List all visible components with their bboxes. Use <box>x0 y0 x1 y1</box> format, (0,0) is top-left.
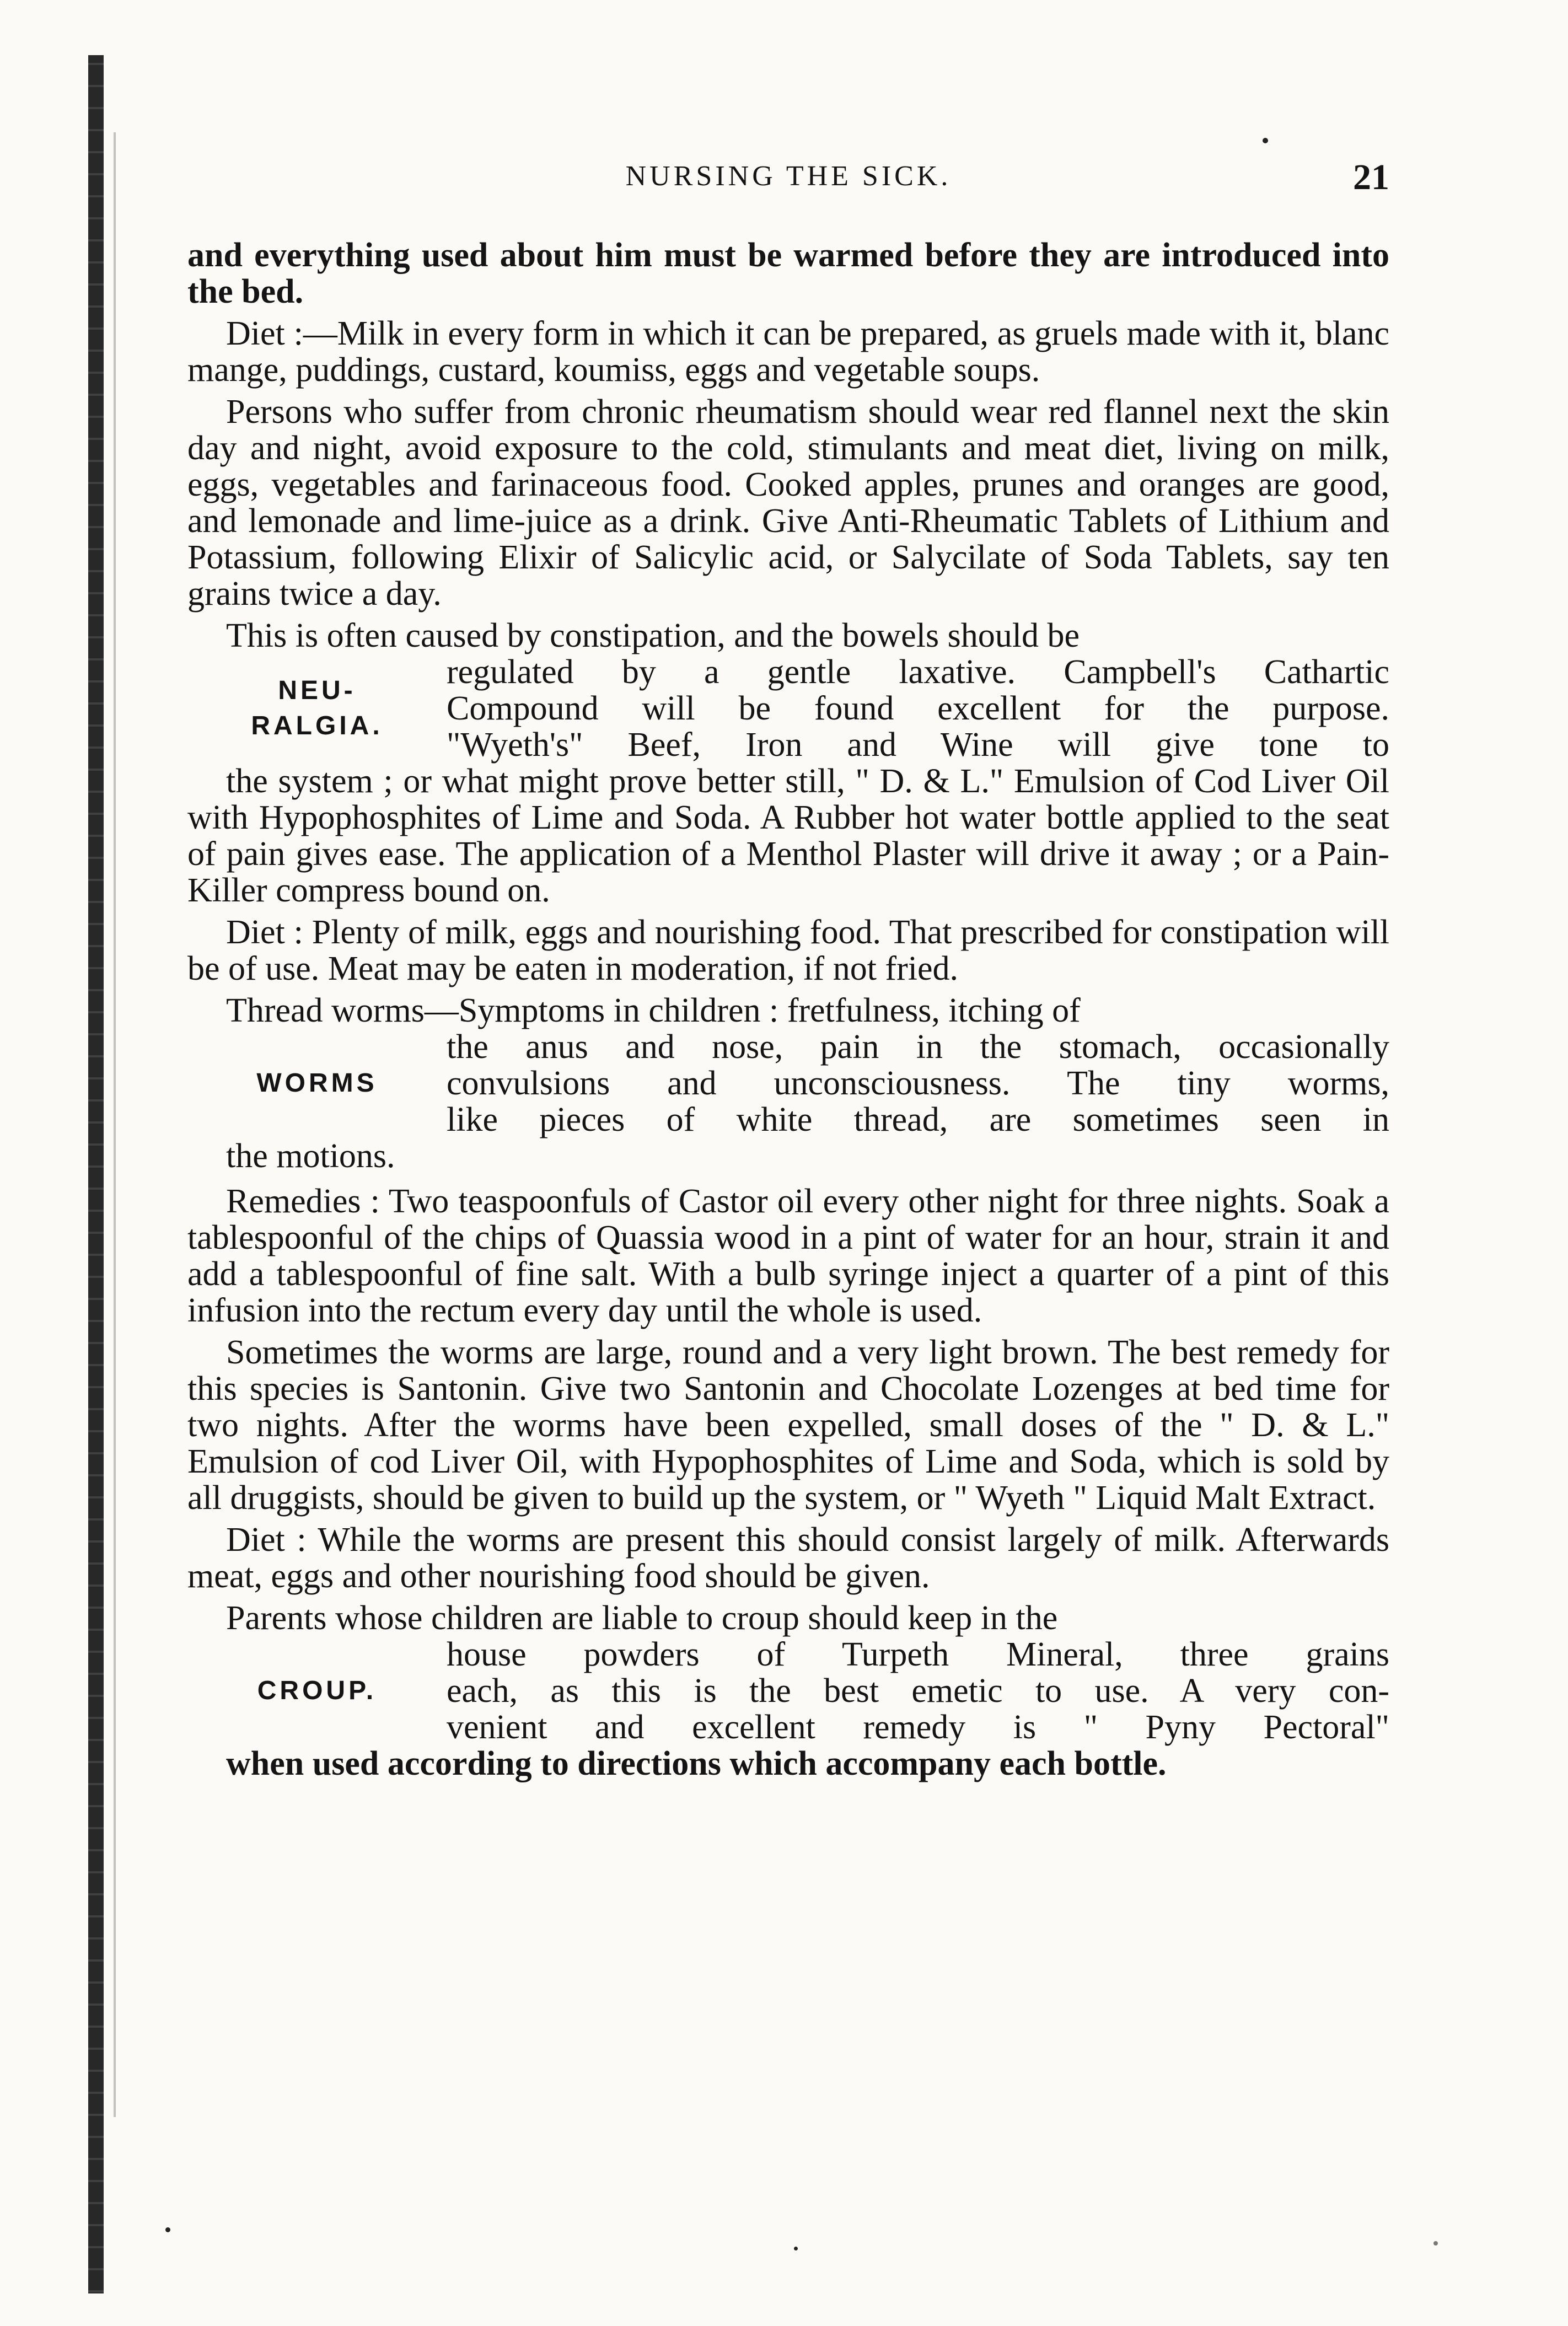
worms-side-line: the anus and nose, pain in the stomach, occasionally <box>447 1028 1389 1066</box>
section-worms <box>187 992 1389 1174</box>
neuralgia-lead: This is often caused by constipation, and the bowels should be <box>226 617 1080 654</box>
worms-side-line: convulsions and unconsciousness. The tiny worms, <box>447 1065 1389 1102</box>
neuralgia-side-block <box>187 654 1389 763</box>
worms-diet: Diet : While the worms are present this should consist largely of milk. Afterwards meat, eggs and other nourishing food should be given. <box>187 1521 1389 1595</box>
paragraph-continuation: and everything used about him must be warmed before they are introduced into the bed. <box>187 237 1389 310</box>
ink-speck <box>1433 2241 1438 2246</box>
paragraph-rheumatism: Persons who suffer from chronic rheumatism should wear red flannel next the skin day and night, avoid exposure to the cold, stimulants and meat diet, living on milk, eggs, vegetables and farinaceous food. Cooked apples, prunes and oranges are good, and lemonade and lime-juice as a drink. Give Anti-Rheumatic Tablets of Lithium and Potassium, following Elixir of Salicylic acid, or Salycilate of Soda Tablets, say ten grains twice a day. <box>187 393 1389 613</box>
croup-tail: when used according to directions which accompany each bottle. <box>226 1745 1167 1782</box>
worms-side-lines <box>447 1029 1389 1138</box>
section-croup <box>187 1600 1389 1782</box>
paragraph-diet: Diet :—Milk in every form in which it can be prepared, as gruels made with it, blanc mange, puddings, custard, koumiss, eggs and vegetable soups. <box>187 315 1389 389</box>
worms-side-line: like pieces of white thread, are sometimes seen in <box>447 1101 1389 1138</box>
croup-lead: Parents whose children are liable to croup should keep in the <box>226 1599 1058 1637</box>
neuralgia-side-line: "Wyeth's" Beef, Iron and Wine will give tone to <box>447 726 1389 764</box>
worms-santonin: Sometimes the worms are large, round and a very light brown. The best remedy for this species is Santonin. Give two Santonin and Chocolate Lozenges at bed time for two nights. After the worms have been expelled, small doses of the " D. & L." Emulsion of cod Liver Oil, with Hypophosphites of Lime and Soda, which is sold by all druggists, should be given to build up the system, or " Wyeth " Liquid Malt Extract. <box>187 1334 1389 1517</box>
worms-tail: the motions. <box>226 1137 395 1175</box>
ink-speck <box>794 2247 798 2250</box>
running-head: NURSING THE SICK. <box>625 160 952 192</box>
neuralgia-side-line: regulated by a gentle laxative. Campbell's Cathartic <box>447 653 1389 691</box>
page-number: 21 <box>1353 157 1389 197</box>
croup-side-block <box>187 1636 1389 1745</box>
ink-speck <box>1263 138 1268 143</box>
neuralgia-tail: the system ; or what might prove better still, " D. & L." Emulsion of Cod Liver Oil with Hypophosphites of Lime and Soda. A Rubber hot water bottle applied to the seat of pain gives ease. The application of a Menthol Plaster will drive it away ; or a Pain-Killer compress bound on. <box>187 762 1389 909</box>
neuralgia-heading <box>187 673 447 744</box>
croup-side-lines <box>447 1636 1389 1745</box>
neuralgia-diet: Diet : Plenty of milk, eggs and nourishing food. That prescribed for constipation will be of use. Meat may be eaten in moderation, if not fried. <box>187 914 1389 987</box>
croup-heading: CROUP. <box>257 1676 377 1705</box>
neuralgia-side-line: Compound will be found excellent for the purpose. <box>447 690 1389 727</box>
neuralgia-side-lines <box>447 654 1389 763</box>
croup-side-line: house powders of Turpeth Mineral, three grains <box>447 1636 1389 1673</box>
croup-side-line: venient and excellent remedy is " Pyny Pectoral" <box>447 1709 1389 1746</box>
section-neuralgia <box>187 617 1389 909</box>
binding-edge <box>88 55 104 2293</box>
body-text <box>187 237 1389 1787</box>
worms-remedies: Remedies : Two teaspoonfuls of Castor oil every other night for three nights. Soak a tablespoonful of the chips of Quassia wood in a pint of water for an hour, strain it and add a tablespoonful of fine salt. With a bulb syringe inject a quarter of a pint of this infusion into the rectum every day until the whole is used. <box>187 1183 1389 1329</box>
binding-shadow <box>114 132 116 2117</box>
neuralgia-heading-line2: RALGIA. <box>251 711 383 740</box>
worms-lead: Thread worms—Symptoms in children : fretfulness, itching of <box>226 992 1081 1029</box>
neuralgia-heading-line1: NEU- <box>278 676 356 705</box>
worms-side-block <box>187 1029 1389 1138</box>
worms-heading: WORMS <box>256 1068 378 1098</box>
croup-side-line: each, as this is the best emetic to use. A very con- <box>447 1672 1389 1710</box>
page-header <box>187 157 1389 198</box>
ink-speck <box>165 2227 170 2232</box>
